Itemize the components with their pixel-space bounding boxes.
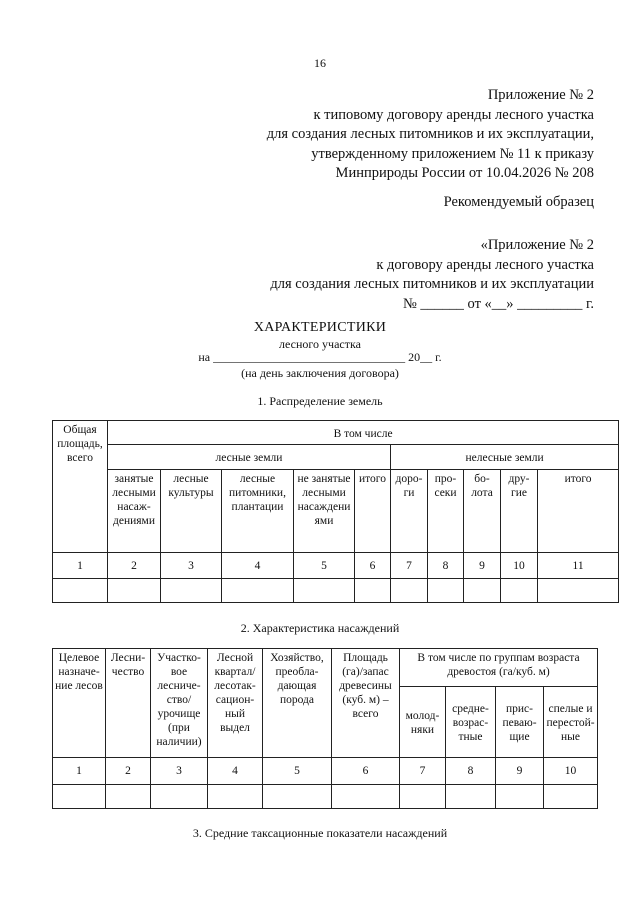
appendix-line: Минприроды России от 10.04.2026 № 208 [335, 165, 594, 181]
column-number: 8 [446, 758, 496, 785]
empty-cell [501, 579, 538, 603]
page-number: 16 [314, 56, 326, 70]
column-number: 2 [108, 553, 161, 579]
column-number: 8 [428, 553, 464, 579]
land-distribution-table [52, 420, 619, 603]
column-header: не занятые лесными насаждени ями [294, 470, 355, 553]
column-header: итого [538, 470, 619, 553]
empty-cell [108, 579, 161, 603]
document-title: ХАРАКТЕРИСТИКИ [253, 320, 387, 335]
empty-cell [106, 785, 151, 809]
column-number: 3 [151, 758, 208, 785]
column-number: 6 [355, 553, 391, 579]
column-number: 1 [53, 758, 106, 785]
inner-appendix-line: № ______ от «__» _________ г. [402, 295, 594, 312]
empty-cell [464, 579, 501, 603]
column-header: итого [355, 470, 391, 553]
inner-appendix-line: «Приложение № 2 [480, 237, 594, 253]
column-number: 10 [544, 758, 598, 785]
group-age: В том числе по группам возраста древостоя (га/куб. м) [400, 649, 598, 687]
empty-cell [208, 785, 263, 809]
appendix-header [267, 86, 594, 184]
column-header: лесные питомники, плантации [222, 470, 294, 553]
column-header: про-секи [428, 470, 464, 553]
col-purpose: Целевое назначе-ние лесов [53, 649, 106, 758]
empty-cell [538, 579, 619, 603]
empty-cell [294, 579, 355, 603]
col-district-forestry: Участко-вое лесниче-ство/ урочище (при наличии) [151, 649, 208, 758]
document-subtitle: лесного участка [279, 337, 361, 351]
empty-cell [53, 785, 106, 809]
col-total-area: Общая площадь, всего [53, 421, 108, 553]
column-number: 2 [106, 758, 151, 785]
column-number: 4 [208, 758, 263, 785]
column-number: 9 [496, 758, 544, 785]
empty-cell [53, 579, 108, 603]
date-note: (на день заключения договора) [241, 366, 399, 380]
empty-cell [355, 579, 391, 603]
column-number: 6 [332, 758, 400, 785]
column-header: бо-лота [464, 470, 501, 553]
recommended-text: Рекомендуемый образец [443, 194, 594, 210]
empty-cell [391, 579, 428, 603]
column-header: дру-гие [501, 470, 538, 553]
table-row [53, 579, 619, 603]
column-number: 3 [161, 553, 222, 579]
group-nonforest-lands: нелесные земли [391, 445, 619, 470]
column-header: доро-ги [391, 470, 428, 553]
column-header: лесные культуры [161, 470, 222, 553]
empty-cell [446, 785, 496, 809]
empty-cell [400, 785, 446, 809]
column-number: 10 [501, 553, 538, 579]
inner-appendix-line: к договору аренды лесного участка [376, 256, 594, 273]
column-header: занятые лесными насаж-дениями [108, 470, 161, 553]
col-quarter: Лесной квартал/ лесотак-сацион-ный выдел [208, 649, 263, 758]
empty-cell [332, 785, 400, 809]
date-line: на ________________________________ 20__ г. [198, 350, 442, 364]
column-number: 7 [400, 758, 446, 785]
stand-characteristics-table [52, 648, 598, 809]
inner-appendix-line: для создания лесных питомников и их эксплуатации [270, 276, 594, 292]
inner-appendix-header [270, 236, 594, 314]
empty-cell [161, 579, 222, 603]
recommended-sample [444, 193, 594, 213]
age-column-header: спелые и перестой-ные [544, 687, 598, 758]
table-row [53, 785, 598, 809]
appendix-line: к типовому договору аренды лесного участка [313, 106, 594, 123]
empty-cell [544, 785, 598, 809]
appendix-line: Приложение № 2 [487, 87, 594, 103]
column-number: 5 [263, 758, 332, 785]
column-number: 1 [53, 553, 108, 579]
appendix-line: для создания лесных питомников и их эксплуатации, [266, 126, 594, 142]
empty-cell [263, 785, 332, 809]
section3-heading: 3. Средние таксационные показатели насаждений [192, 826, 448, 840]
age-column-header: молод-няки [400, 687, 446, 758]
age-column-header: прис-певаю-щие [496, 687, 544, 758]
age-column-header: средне-возрас-тные [446, 687, 496, 758]
column-number: 5 [294, 553, 355, 579]
column-number: 4 [222, 553, 294, 579]
empty-cell [151, 785, 208, 809]
col-economy: Хозяйство, преобла-дающая порода [263, 649, 332, 758]
column-number: 11 [538, 553, 619, 579]
appendix-line: утвержденному приложением № 11 к приказу [311, 145, 594, 162]
col-area: Площадь (га)/запас древесины (куб. м) – всего [332, 649, 400, 758]
section2-heading: 2. Характеристика насаждений [240, 621, 400, 635]
column-number: 9 [464, 553, 501, 579]
empty-cell [428, 579, 464, 603]
group-forest-lands: лесные земли [108, 445, 391, 470]
col-forestry: Лесни-чество [106, 649, 151, 758]
empty-cell [222, 579, 294, 603]
empty-cell [496, 785, 544, 809]
col-including: В том числе [108, 421, 619, 445]
column-number: 7 [391, 553, 428, 579]
section1-heading: 1. Распределение земель [257, 394, 383, 408]
